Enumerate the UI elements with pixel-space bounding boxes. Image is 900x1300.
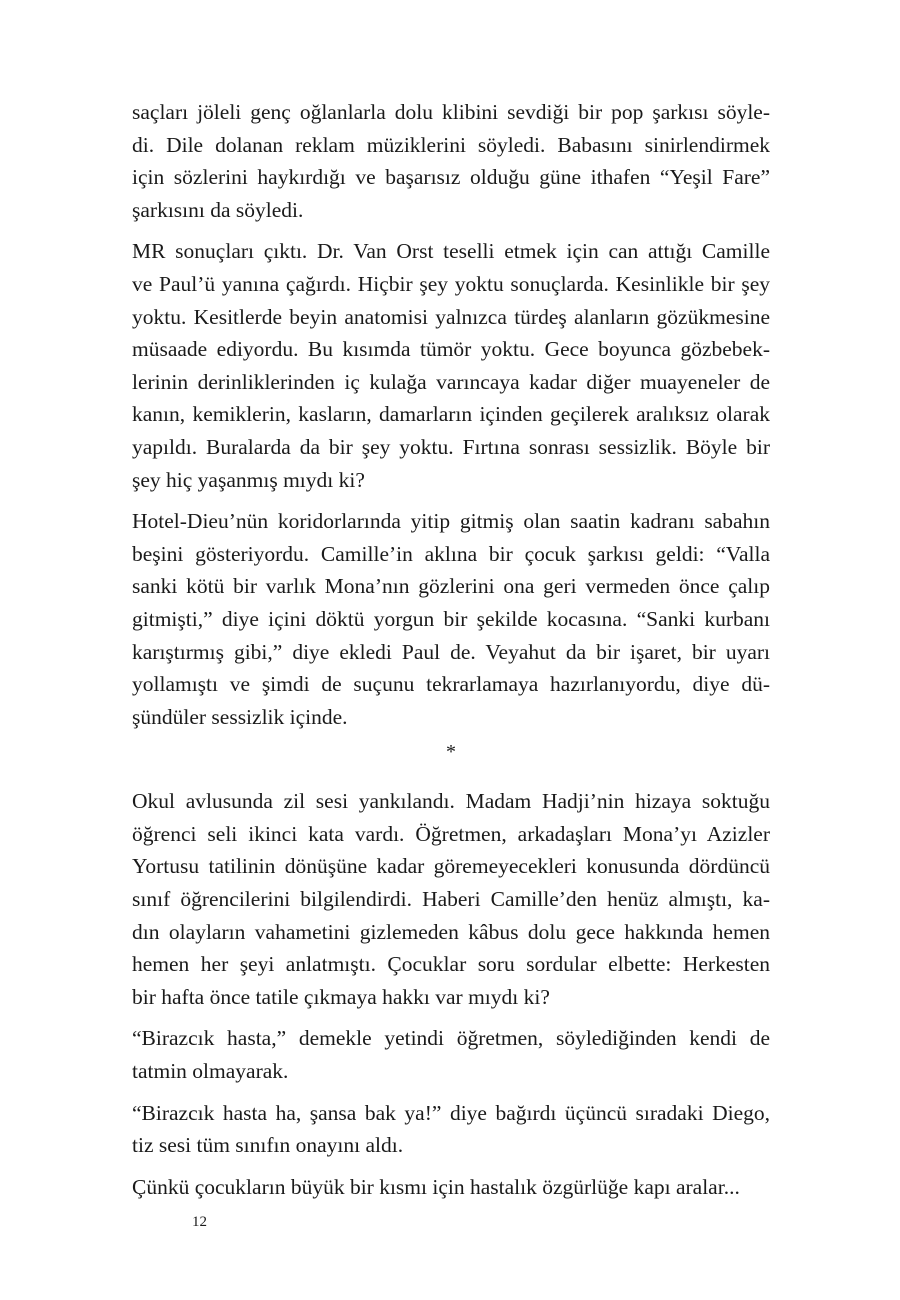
text-line: dın olayların vahametini gizlemeden kâbus dolu gece hakkında hemen [132,919,770,944]
text-line: müsaade ediyordu. Bu kısımda tümör yoktu. Gece boyunca gözbebek- [132,337,770,362]
text-line: yollamıştı ve şimdi de suçunu tekrarlamaya hazırlanıyordu, diye dü- [132,672,770,697]
section-separator: * [446,741,456,764]
page-number: 12 [192,1214,207,1230]
text-line: gitmişti,” diye içini döktü yorgun bir şekilde kocasına. “Sanki kurbanı [132,606,770,631]
text-line: “Birazcık hasta ha, şansa bak ya!” diye bağırdı üçüncü sıradaki Diego, [132,1100,770,1125]
text-line: öğrenci seli ikinci kata vardı. Öğretmen, arkadaşları Mona’yı Azizler [132,821,770,846]
text-line: hemen her şeyi anlatmıştı. Çocuklar soru sordular elbette: Herkesten [132,952,770,977]
text-line: di. Dile dolanan reklam müziklerini söyledi. Babasını sinirlendirmek [132,132,770,157]
text-line: “Birazcık hasta,” demekle yetindi öğretmen, söylediğinden kendi de [132,1026,770,1051]
text-line: lerinin derinliklerinden iç kulağa varıncaya kadar diğer muayeneler de [132,369,770,394]
text-line: bir hafta önce tatile çıkmaya hakkı var mıydı ki? [132,984,550,1009]
text-line: tatmin olmayarak. [132,1059,289,1084]
text-line: şey hiç yaşanmış mıydı ki? [132,467,365,492]
paragraph [132,235,770,496]
text-line: MR sonuçları çıktı. Dr. Van Orst teselli etmek için can attığı Camille [132,239,770,264]
section-bottom [132,785,770,1203]
text-line: beşini gösteriyordu. Camille’in aklına bir çocuk şarkısı geldi: “Valla [132,541,770,566]
paragraph [132,1171,770,1204]
text-line: saçları jöleli genç oğlanlarla dolu klibini sevdiği bir pop şarkısı söyle- [132,100,770,124]
paragraph [132,785,770,1013]
paragraph [132,1022,770,1087]
text-line: şündüler sessizlik içinde. [132,704,348,729]
text-line: yoktu. Kesitlerde beyin anatomisi yalnızca türdeş alanların gözükmesine [132,304,770,329]
text-line: yapıldı. Buralarda da bir şey yoktu. Fırtına sonrası sessizlik. Böyle bir [132,434,770,459]
section-top [132,96,770,733]
paragraph [132,1097,770,1162]
text-line: tiz sesi tüm sınıfın onayını aldı. [132,1133,404,1158]
paragraph [132,505,770,733]
text-line: için sözlerini haykırdığı ve başarısız olduğu güne ithafen “Yeşil Fare” [132,165,770,190]
text-line: Yortusu tatilinin dönüşüne kadar göremeyecekleri konusunda dördüncü [132,854,770,879]
text-line: karıştırmış gibi,” diye ekledi Paul de. Veyahut da bir işaret, bir uyarı [132,639,770,664]
text-line: şarkısını da söyledi. [132,197,304,222]
page-body [132,96,770,1203]
text-line: Okul avlusunda zil sesi yankılandı. Madam Hadji’nin hizaya soktuğu [132,789,770,814]
text-line: sınıf öğrencilerini bilgilendirdi. Haberi Camille’den henüz almıştı, ka- [132,887,770,912]
paragraph [132,96,770,226]
text-line: sanki kötü bir varlık Mona’nın gözlerini ona geri vermeden önce çalıp [132,574,770,599]
text-line: kanın, kemiklerin, kasların, damarların içinden geçilerek aralıksız olarak [132,402,770,427]
text-line: Çünkü çocukların büyük bir kısmı için hastalık özgürlüğe kapı aralar... [132,1174,740,1199]
text-line: Hotel-Dieu’nün koridorlarında yitip gitmiş olan saatin kadranı sabahın [132,509,770,534]
text-line: ve Paul’ü yanına çağırdı. Hiçbir şey yoktu sonuçlarda. Kesinlikle bir şey [132,271,770,296]
